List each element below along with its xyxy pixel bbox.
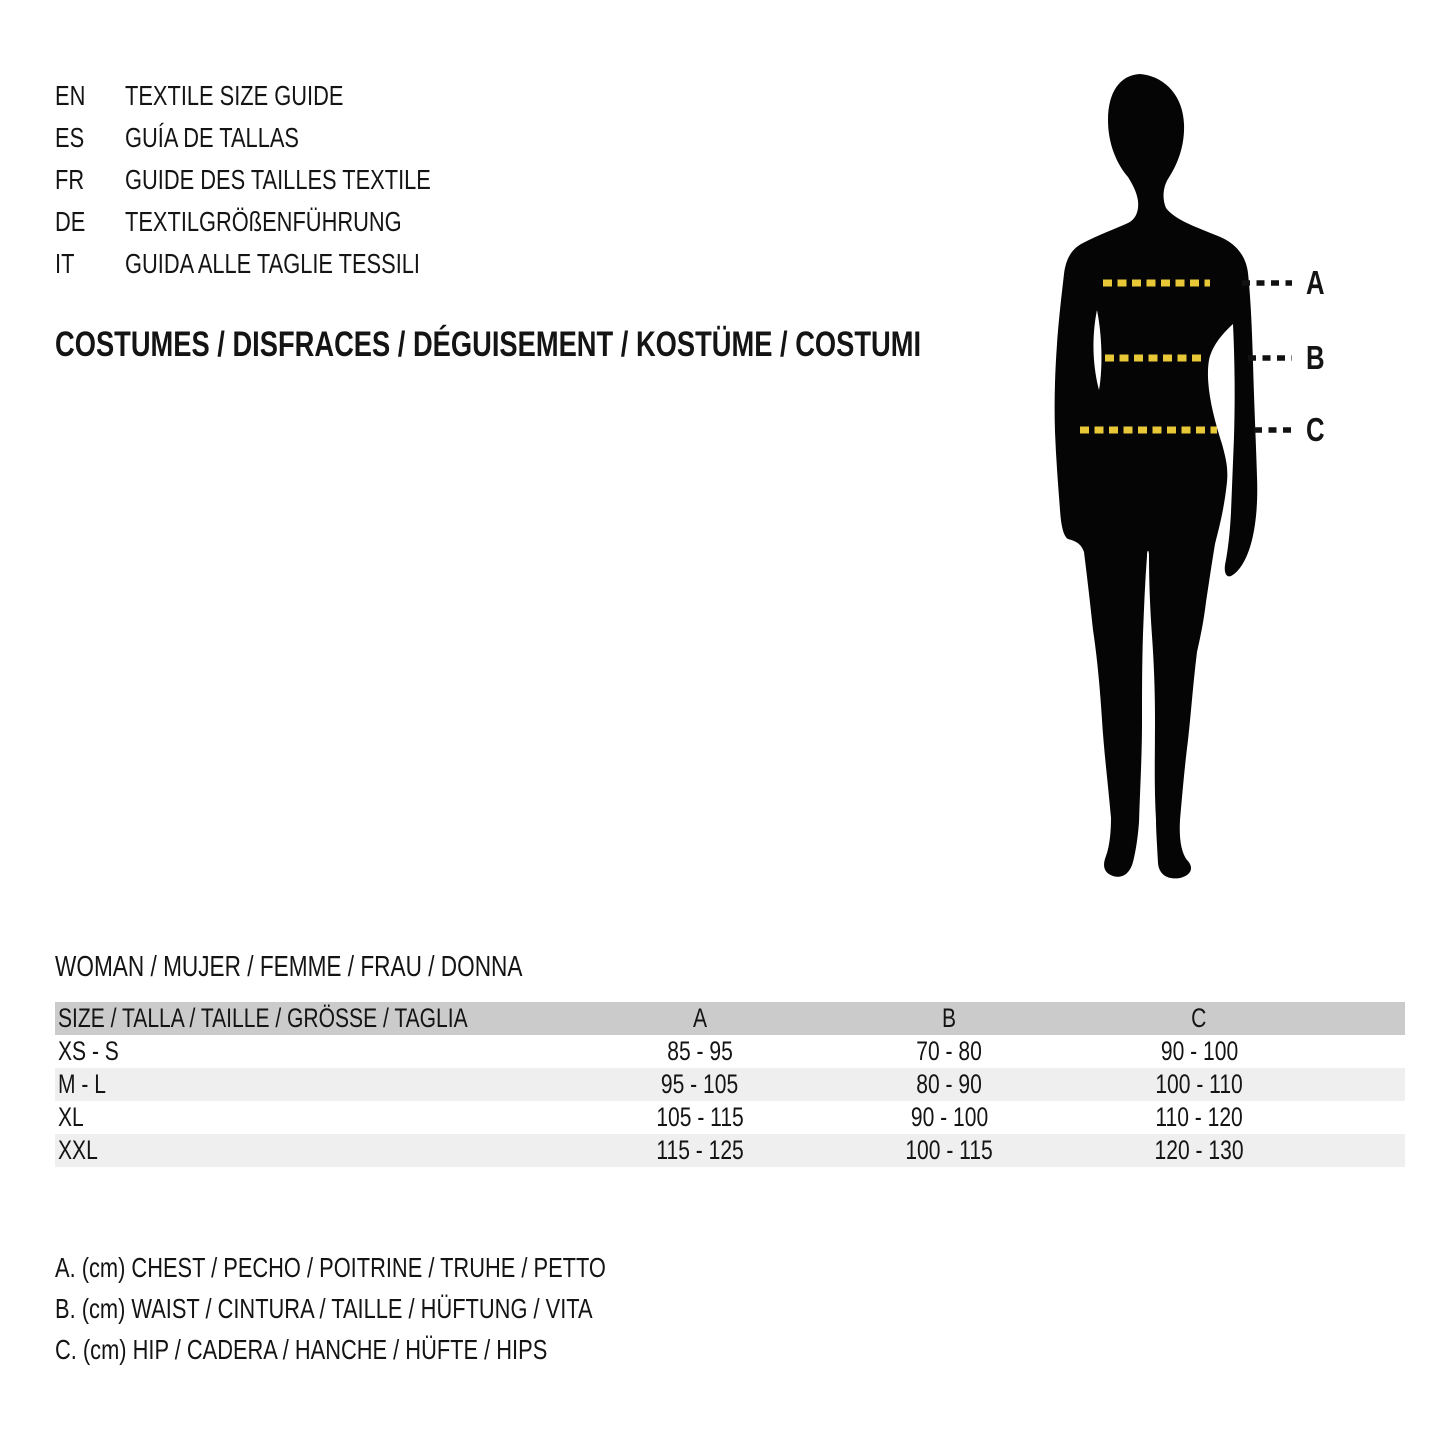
lang-title-en: TEXTILE SIZE GUIDE (125, 80, 344, 111)
measure-label-a: A (1306, 264, 1325, 301)
language-title-list (55, 79, 517, 289)
lang-title-es: GUÍA DE TALLAS (125, 122, 299, 153)
col-header-a: A (692, 1003, 707, 1033)
col-header-b: B (942, 1003, 957, 1033)
category-title: COSTUMES / DISFRACES / DÉGUISEMENT / KOSTÜME / COSTUMI (55, 325, 922, 364)
lang-code-de: DE (55, 206, 86, 237)
lang-code-es: ES (55, 122, 85, 153)
legend-item-chest: A. (cm) CHEST / PECHO / POITRINE / TRUHE / PETTO (55, 1252, 606, 1283)
value-cell-a: 85 - 95 (666, 1036, 733, 1066)
woman-silhouette-icon (1020, 72, 1340, 882)
measure-label-c: C (1306, 411, 1325, 448)
section-title-woman: WOMAN / MUJER / FEMME / FRAU / DONNA (55, 951, 523, 983)
value-cell-c: 110 - 120 (1155, 1102, 1243, 1132)
lang-title-de: TEXTILGRÖßENFÜHRUNG (125, 206, 402, 237)
value-cell-a: 95 - 105 (660, 1069, 739, 1099)
table-row (55, 1134, 1405, 1167)
value-cell-c: 90 - 100 (1160, 1036, 1238, 1066)
size-table-header (55, 1002, 1405, 1035)
size-cell: XS - S (58, 1036, 119, 1066)
size-cell: XL (58, 1102, 84, 1132)
value-cell-a: 105 - 115 (655, 1102, 744, 1132)
size-table (55, 1002, 1405, 1167)
value-cell-b: 80 - 90 (916, 1069, 983, 1099)
measurement-legend (55, 1251, 761, 1374)
lang-row-es (55, 121, 517, 155)
table-row (55, 1101, 1405, 1134)
value-cell-c: 100 - 110 (1155, 1069, 1243, 1099)
lang-row-de (55, 205, 517, 239)
legend-item-hip: C. (cm) HIP / CADERA / HANCHE / HÜFTE / HIPS (55, 1334, 548, 1365)
measure-label-b: B (1306, 339, 1325, 376)
lang-code-it: IT (55, 248, 75, 279)
value-cell-a: 115 - 125 (655, 1135, 744, 1165)
measurement-diagram (1020, 72, 1340, 882)
lang-row-fr (55, 163, 517, 197)
lang-title-fr: GUIDE DES TAILLES TEXTILE (125, 164, 431, 195)
lang-code-en: EN (55, 80, 86, 111)
value-cell-b: 90 - 100 (910, 1102, 989, 1132)
table-row (55, 1035, 1405, 1068)
lang-row-en (55, 79, 517, 113)
value-cell-b: 100 - 115 (905, 1135, 994, 1165)
lang-row-it (55, 247, 517, 281)
legend-item-waist: B. (cm) WAIST / CINTURA / TAILLE / HÜFTUNG / VITA (55, 1293, 593, 1324)
value-cell-b: 70 - 80 (916, 1036, 983, 1066)
size-cell: M - L (58, 1069, 106, 1099)
value-cell-c: 120 - 130 (1154, 1135, 1244, 1165)
lang-title-it: GUIDA ALLE TAGLIE TESSILI (125, 248, 420, 279)
size-header-label: SIZE / TALLA / TAILLE / GRÖSSE / TAGLIA (58, 1003, 468, 1033)
silhouette-body (1055, 74, 1258, 878)
col-header-c: C (1191, 1003, 1207, 1033)
table-row (55, 1068, 1405, 1101)
lang-code-fr: FR (55, 164, 85, 195)
size-cell: XXL (58, 1135, 98, 1165)
